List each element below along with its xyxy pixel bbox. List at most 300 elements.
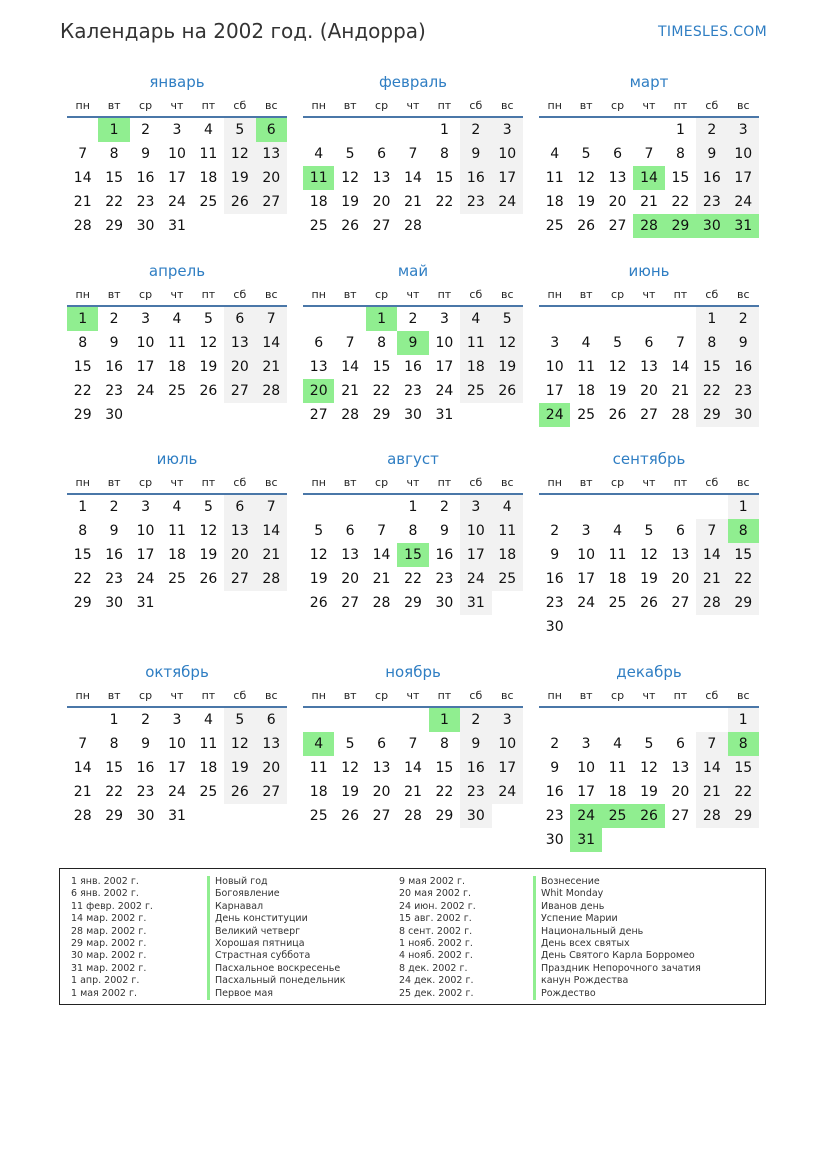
day-cell: 13: [671, 547, 690, 563]
holiday-day-cell: 20: [303, 379, 334, 403]
day-cell: 10: [136, 335, 155, 351]
weekday-header: вт: [570, 684, 601, 707]
weekend-day-cell: 13: [224, 331, 255, 355]
weekday-header: пт: [665, 471, 696, 494]
page-title: Календарь на 2002 год. (Андорра): [60, 19, 426, 43]
day-cell: 23: [136, 784, 155, 800]
empty-cell: [397, 117, 428, 142]
day-cell: 11: [309, 760, 328, 776]
legend-names-col-1: [207, 876, 346, 1000]
day-cell: 5: [203, 311, 213, 327]
month-table: [539, 283, 759, 427]
empty-cell: [366, 117, 397, 142]
weekend-day-cell: 3: [492, 707, 523, 732]
legend-date: 11 февр. 2002 г.: [71, 900, 153, 912]
weekend-day-cell: 28: [696, 591, 727, 615]
day-cell: 10: [435, 335, 454, 351]
day-cell: 17: [545, 383, 564, 399]
weekend-day-cell: 27: [224, 379, 255, 403]
month-table: [67, 471, 287, 615]
legend-dates-col-2: [399, 876, 476, 1000]
weekend-day-cell: 25: [460, 379, 491, 403]
weekday-header: пт: [665, 94, 696, 117]
day-cell: 22: [73, 383, 92, 399]
day-cell: 26: [199, 571, 218, 587]
day-cell: 7: [408, 146, 418, 162]
weekday-header: вс: [728, 94, 759, 117]
weekend-day-cell: 24: [460, 567, 491, 591]
day-cell: 22: [671, 194, 690, 210]
holiday-day-cell: 25: [602, 804, 633, 828]
day-cell: 9: [109, 523, 119, 539]
weekend-day-cell: 15: [696, 355, 727, 379]
weekend-day-cell: 14: [696, 756, 727, 780]
holiday-day-cell: 1: [67, 306, 98, 331]
month-1: [66, 70, 288, 238]
month-table: [539, 684, 759, 852]
weekend-day-cell: 8: [696, 331, 727, 355]
empty-cell: [633, 615, 664, 639]
weekday-header: пн: [303, 471, 334, 494]
weekday-header: сб: [460, 684, 491, 707]
weekend-day-cell: 23: [728, 379, 759, 403]
day-cell: 24: [435, 383, 454, 399]
day-cell: 22: [105, 194, 124, 210]
weekend-day-cell: 5: [492, 306, 523, 331]
empty-cell: [366, 494, 397, 519]
legend-date: 6 янв. 2002 г.: [71, 888, 139, 900]
weekday-header: ср: [130, 94, 161, 117]
day-cell: 1: [78, 499, 88, 515]
day-cell: 12: [577, 170, 596, 186]
day-cell: 18: [309, 784, 328, 800]
weekday-header: пн: [303, 283, 334, 306]
day-cell: 3: [581, 736, 591, 752]
day-cell: 4: [172, 499, 182, 515]
month-8: [302, 447, 524, 615]
legend-date: 31 мар. 2002 г.: [71, 962, 147, 974]
day-cell: 27: [341, 595, 360, 611]
weekend-day-cell: 23: [696, 190, 727, 214]
empty-cell: [224, 591, 255, 615]
day-cell: 28: [372, 595, 391, 611]
empty-cell: [429, 214, 460, 238]
day-cell: 15: [73, 359, 92, 375]
weekday-header: пн: [539, 94, 570, 117]
weekday-header: ср: [602, 283, 633, 306]
empty-cell: [397, 707, 428, 732]
holiday-day-cell: 30: [696, 214, 727, 238]
day-cell: 13: [372, 760, 391, 776]
weekday-header: ср: [366, 471, 397, 494]
empty-cell: [696, 494, 727, 519]
day-cell: 31: [168, 218, 186, 234]
weekend-day-cell: 29: [696, 403, 727, 427]
weekday-header: чт: [633, 283, 664, 306]
day-cell: 12: [199, 335, 218, 351]
day-cell: 3: [141, 499, 151, 515]
day-cell: 21: [671, 383, 690, 399]
day-cell: 24: [168, 784, 186, 800]
day-cell: 8: [408, 523, 418, 539]
day-cell: 4: [581, 335, 591, 351]
weekend-day-cell: 6: [224, 306, 255, 331]
weekday-header: пт: [429, 94, 460, 117]
weekend-day-cell: 3: [460, 494, 491, 519]
month-table: [303, 283, 523, 427]
holiday-day-cell: 14: [633, 166, 664, 190]
weekday-header: вт: [98, 471, 129, 494]
empty-cell: [539, 306, 570, 331]
day-cell: 10: [577, 760, 596, 776]
weekday-header: чт: [397, 283, 428, 306]
weekday-header: чт: [161, 471, 192, 494]
day-cell: 19: [199, 547, 218, 563]
empty-cell: [224, 214, 255, 238]
day-cell: 13: [671, 760, 690, 776]
day-cell: 6: [644, 335, 654, 351]
day-cell: 22: [105, 784, 124, 800]
legend-holiday-name: Whit Monday: [533, 888, 701, 900]
day-cell: 28: [671, 407, 690, 423]
weekday-header: ср: [130, 283, 161, 306]
day-cell: 4: [613, 523, 623, 539]
empty-cell: [193, 804, 224, 828]
weekday-header: вт: [98, 684, 129, 707]
empty-cell: [334, 494, 365, 519]
legend-holiday-name: Хорошая пятница: [207, 938, 346, 950]
empty-cell: [193, 214, 224, 238]
day-cell: 27: [671, 808, 690, 824]
day-cell: 16: [545, 784, 564, 800]
weekday-header: вс: [256, 94, 287, 117]
empty-cell: [303, 707, 334, 732]
weekend-day-cell: 25: [492, 567, 523, 591]
legend-holiday-name: канун Рождества: [533, 975, 701, 987]
empty-cell: [303, 117, 334, 142]
site-brand-link[interactable]: TIMESLES.COM: [658, 24, 767, 40]
weekend-day-cell: 11: [460, 331, 491, 355]
empty-cell: [67, 117, 98, 142]
month-name: февраль: [378, 73, 448, 91]
legend-holiday-name: День Святого Карла Борромео: [533, 950, 701, 962]
day-cell: 20: [671, 784, 690, 800]
day-cell: 13: [309, 359, 328, 375]
day-cell: 2: [408, 311, 418, 327]
weekday-header: вт: [98, 94, 129, 117]
weekday-header: вс: [728, 471, 759, 494]
day-cell: 13: [372, 170, 391, 186]
holiday-day-cell: 8: [728, 519, 759, 543]
month-name: январь: [149, 73, 205, 91]
day-cell: 9: [141, 146, 151, 162]
empty-cell: [334, 306, 365, 331]
weekday-header: чт: [633, 471, 664, 494]
weekday-header: ср: [130, 471, 161, 494]
weekday-header: сб: [696, 283, 727, 306]
weekend-day-cell: 26: [224, 780, 255, 804]
weekday-header: ср: [366, 684, 397, 707]
day-cell: 4: [613, 736, 623, 752]
day-cell: 10: [168, 146, 186, 162]
month-5: [302, 259, 524, 427]
day-cell: 6: [377, 146, 387, 162]
holiday-legend: [59, 868, 766, 1005]
day-cell: 5: [345, 146, 355, 162]
day-cell: 15: [372, 359, 391, 375]
holiday-day-cell: 1: [429, 707, 460, 732]
empty-cell: [366, 707, 397, 732]
empty-cell: [602, 707, 633, 732]
weekday-header: вт: [570, 471, 601, 494]
day-cell: 11: [577, 359, 596, 375]
weekend-day-cell: 7: [696, 519, 727, 543]
weekend-day-cell: 17: [492, 166, 523, 190]
month-6: [538, 259, 760, 427]
day-cell: 4: [203, 712, 213, 728]
weekday-header: ср: [602, 471, 633, 494]
day-cell: 26: [640, 595, 658, 611]
weekday-header: сб: [460, 94, 491, 117]
weekday-header: вс: [256, 684, 287, 707]
day-cell: 25: [168, 383, 186, 399]
weekday-header: ср: [130, 684, 161, 707]
weekday-header: сб: [460, 283, 491, 306]
day-cell: 8: [377, 335, 387, 351]
weekend-day-cell: 28: [256, 379, 287, 403]
weekday-header: ср: [366, 283, 397, 306]
weekend-day-cell: 24: [492, 190, 523, 214]
day-cell: 23: [105, 383, 124, 399]
legend-holiday-name: Богоявление: [207, 888, 346, 900]
day-cell: 30: [435, 595, 454, 611]
day-cell: 9: [550, 547, 560, 563]
legend-holiday-name: День всех святых: [533, 938, 701, 950]
day-cell: 6: [675, 523, 685, 539]
day-cell: 4: [172, 311, 182, 327]
empty-cell: [665, 306, 696, 331]
day-cell: 25: [577, 407, 596, 423]
month-name: декабрь: [616, 663, 682, 681]
weekday-header: вт: [334, 283, 365, 306]
weekday-header: пн: [303, 94, 334, 117]
empty-cell: [602, 615, 633, 639]
weekday-header: сб: [696, 94, 727, 117]
day-cell: 2: [109, 499, 119, 515]
day-cell: 11: [608, 547, 627, 563]
legend-holiday-name: Карнавал: [207, 901, 346, 913]
legend-date: 20 мая 2002 г.: [399, 888, 472, 900]
day-cell: 8: [439, 146, 449, 162]
day-cell: 22: [73, 571, 92, 587]
day-cell: 23: [136, 194, 155, 210]
day-cell: 14: [73, 170, 92, 186]
weekend-day-cell: 12: [224, 732, 255, 756]
day-cell: 30: [105, 595, 124, 611]
day-cell: 17: [136, 547, 155, 563]
day-cell: 25: [309, 808, 328, 824]
weekend-day-cell: 22: [728, 567, 759, 591]
legend-date: 28 мар. 2002 г.: [71, 925, 147, 937]
month-name: март: [629, 73, 669, 91]
day-cell: 26: [309, 595, 328, 611]
day-cell: 30: [136, 808, 155, 824]
day-cell: 12: [309, 547, 328, 563]
day-cell: 17: [435, 359, 454, 375]
weekday-header: вт: [570, 283, 601, 306]
day-cell: 18: [608, 784, 627, 800]
weekday-header: чт: [397, 471, 428, 494]
legend-holiday-name: Пасхальный понедельник: [207, 975, 346, 987]
day-cell: 10: [577, 547, 596, 563]
day-cell: 18: [608, 571, 627, 587]
day-cell: 2: [439, 499, 449, 515]
empty-cell: [633, 117, 664, 142]
day-cell: 6: [377, 736, 387, 752]
day-cell: 6: [613, 146, 623, 162]
day-cell: 3: [439, 311, 449, 327]
weekday-header: вс: [492, 471, 523, 494]
weekday-header: пт: [193, 94, 224, 117]
day-cell: 12: [341, 760, 360, 776]
weekday-header: чт: [161, 283, 192, 306]
day-cell: 25: [199, 194, 218, 210]
day-cell: 7: [377, 523, 387, 539]
empty-cell: [130, 403, 161, 427]
weekend-day-cell: 15: [728, 543, 759, 567]
day-cell: 11: [608, 760, 627, 776]
empty-cell: [224, 804, 255, 828]
weekend-day-cell: 21: [696, 780, 727, 804]
legend-date: 4 нояб. 2002 г.: [399, 950, 473, 962]
day-cell: 15: [73, 547, 92, 563]
day-cell: 7: [78, 146, 88, 162]
day-cell: 25: [545, 218, 564, 234]
day-cell: 24: [136, 383, 155, 399]
weekend-day-cell: 2: [728, 306, 759, 331]
weekend-day-cell: 7: [256, 306, 287, 331]
day-cell: 23: [545, 808, 564, 824]
month-name: май: [397, 262, 429, 280]
legend-date: 8 сент. 2002 г.: [399, 925, 473, 937]
weekend-day-cell: 20: [224, 543, 255, 567]
legend-holiday-name: Иванов день: [533, 901, 701, 913]
day-cell: 26: [199, 383, 218, 399]
weekday-header: пн: [67, 283, 98, 306]
month-table: [67, 684, 287, 828]
empty-cell: [570, 707, 601, 732]
day-cell: 14: [73, 760, 92, 776]
weekend-day-cell: 11: [492, 519, 523, 543]
legend-holiday-name: Праздник Непорочного зачатия: [533, 963, 701, 975]
weekend-day-cell: 1: [728, 707, 759, 732]
weekend-day-cell: 21: [256, 355, 287, 379]
month-table: [303, 94, 523, 238]
weekend-day-cell: 29: [728, 591, 759, 615]
weekday-header: пт: [429, 684, 460, 707]
holiday-day-cell: 1: [98, 117, 129, 142]
day-cell: 28: [341, 407, 360, 423]
holiday-day-cell: 15: [397, 543, 428, 567]
weekend-day-cell: 28: [696, 804, 727, 828]
day-cell: 27: [608, 218, 627, 234]
day-cell: 21: [73, 194, 92, 210]
month-11: [302, 660, 524, 828]
day-cell: 11: [199, 736, 218, 752]
weekend-day-cell: 12: [492, 331, 523, 355]
day-cell: 22: [435, 194, 454, 210]
day-cell: 26: [608, 407, 627, 423]
day-cell: 2: [109, 311, 119, 327]
empty-cell: [161, 403, 192, 427]
legend-dates-col-1: [71, 876, 153, 1000]
empty-cell: [256, 214, 287, 238]
legend-holiday-name: Новый год: [207, 876, 346, 888]
legend-date: 30 мар. 2002 г.: [71, 950, 147, 962]
weekend-day-cell: 27: [224, 567, 255, 591]
day-cell: 10: [136, 523, 155, 539]
day-cell: 16: [435, 547, 454, 563]
day-cell: 30: [404, 407, 422, 423]
weekend-day-cell: 13: [256, 732, 287, 756]
day-cell: 6: [675, 736, 685, 752]
day-cell: 9: [109, 335, 119, 351]
day-cell: 29: [404, 595, 422, 611]
empty-cell: [492, 804, 523, 828]
day-cell: 30: [545, 832, 564, 848]
month-12: [538, 660, 760, 852]
day-cell: 19: [309, 571, 328, 587]
weekday-header: пн: [67, 471, 98, 494]
day-cell: 26: [341, 808, 360, 824]
weekend-day-cell: 10: [460, 519, 491, 543]
day-cell: 4: [203, 122, 213, 138]
day-cell: 10: [545, 359, 564, 375]
weekend-day-cell: 17: [728, 166, 759, 190]
empty-cell: [633, 306, 664, 331]
day-cell: 25: [168, 571, 186, 587]
weekday-header: вт: [334, 94, 365, 117]
day-cell: 23: [105, 571, 124, 587]
day-cell: 21: [640, 194, 658, 210]
day-cell: 18: [577, 383, 596, 399]
day-cell: 8: [675, 146, 685, 162]
empty-cell: [67, 707, 98, 732]
weekend-day-cell: 4: [460, 306, 491, 331]
empty-cell: [256, 591, 287, 615]
empty-cell: [570, 117, 601, 142]
day-cell: 3: [172, 122, 182, 138]
holiday-day-cell: 24: [539, 403, 570, 427]
day-cell: 13: [341, 547, 360, 563]
legend-date: 24 июн. 2002 г.: [399, 900, 476, 912]
empty-cell: [161, 591, 192, 615]
weekend-day-cell: 20: [256, 166, 287, 190]
day-cell: 29: [435, 808, 454, 824]
day-cell: 5: [203, 499, 213, 515]
legend-date: 29 мар. 2002 г.: [71, 937, 147, 949]
day-cell: 11: [545, 170, 564, 186]
empty-cell: [602, 117, 633, 142]
day-cell: 1: [439, 122, 449, 138]
weekday-header: пн: [539, 684, 570, 707]
day-cell: 5: [581, 146, 591, 162]
weekday-header: вт: [334, 471, 365, 494]
empty-cell: [665, 494, 696, 519]
day-cell: 8: [109, 736, 119, 752]
weekend-day-cell: 29: [728, 804, 759, 828]
weekend-day-cell: 5: [224, 707, 255, 732]
